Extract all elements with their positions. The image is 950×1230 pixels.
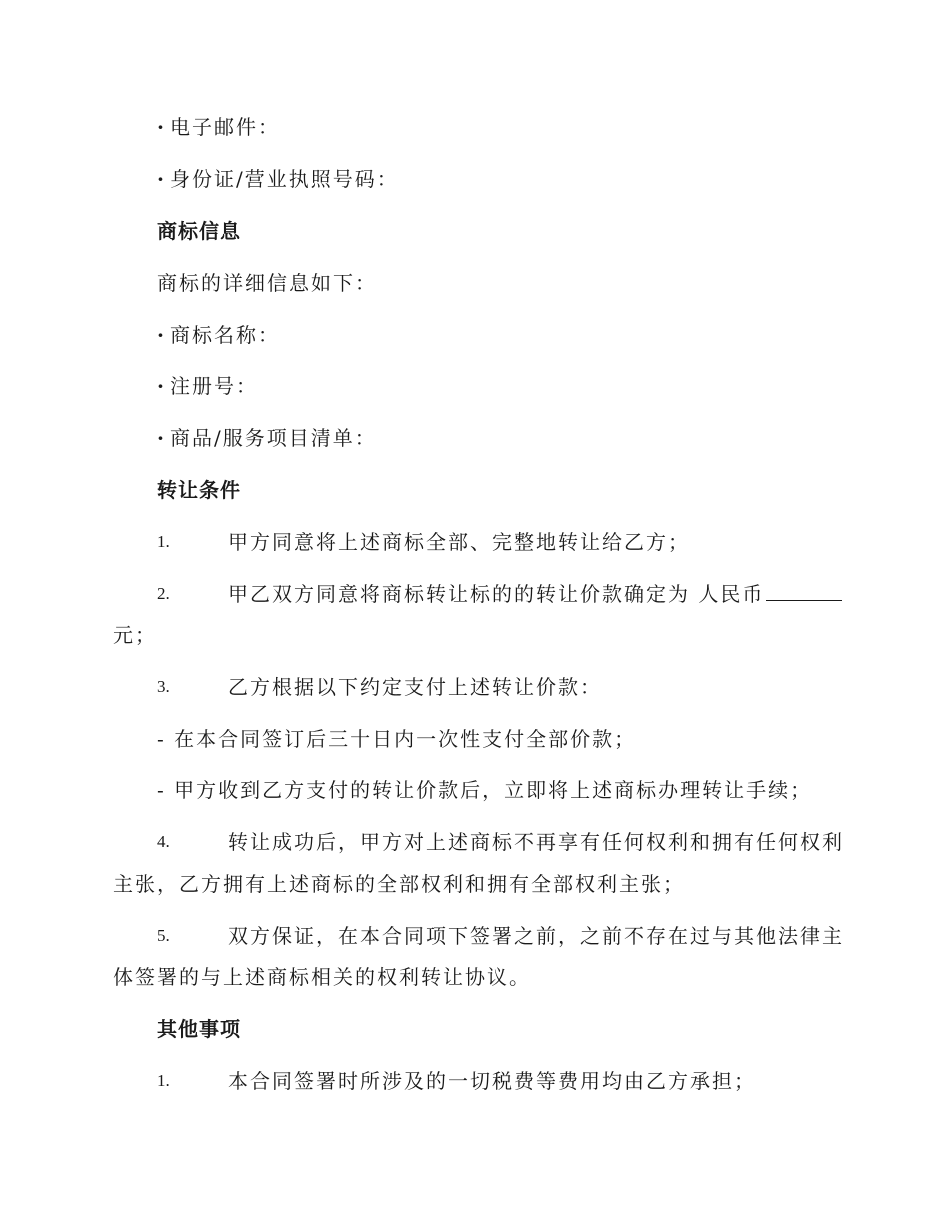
transfer-term-1: 甲方同意将上述商标全部、完整地转让给乙方；: [228, 530, 690, 554]
section-heading-transfer: 转让条件: [157, 478, 241, 502]
email-label: · 电子邮件：: [157, 114, 280, 140]
section-heading-other: 其他事项: [157, 1017, 241, 1041]
payment-sub-item: - 在本合同签订后三十日内一次性支付全部价款；: [157, 727, 637, 751]
transfer-term-2: 甲乙双方同意将商标转让标的的转让价款确定为 人民币: [228, 581, 842, 607]
trademark-name-label: · 商标名称：: [157, 322, 280, 348]
price-blank: [766, 582, 842, 601]
transfer-term-5-cont: 体签署的与上述商标相关的权利转让协议。: [113, 965, 531, 989]
list-number: 2.: [157, 584, 170, 603]
list-number: 4.: [157, 832, 170, 851]
trademark-intro: 商标的详细信息如下：: [157, 271, 377, 295]
list-number: 1.: [157, 1071, 170, 1090]
id-number-label: · 身份证/营业执照号码：: [157, 166, 399, 192]
payment-sub-item: - 甲方收到乙方支付的转让价款后，立即将上述商标办理转让手续；: [157, 778, 813, 802]
section-heading-trademark: 商标信息: [157, 219, 241, 243]
goods-services-label: · 商品/服务项目清单：: [157, 425, 377, 451]
list-number: 5.: [157, 926, 170, 945]
transfer-term-3: 乙方根据以下约定支付上述转让价款：: [228, 675, 602, 699]
transfer-term-5: 双方保证，在本合同项下签署之前，之前不存在过与其他法律主: [228, 924, 844, 948]
transfer-term-4-cont: 主张，乙方拥有上述商标的全部权利和拥有全部权利主张；: [113, 872, 685, 896]
transfer-term-2-cont: 元；: [113, 623, 157, 647]
list-number: 1.: [157, 532, 170, 551]
transfer-term-4: 转让成功后，甲方对上述商标不再享有任何权利和拥有任何权利: [228, 830, 844, 854]
list-number: 3.: [157, 677, 170, 696]
registration-number-label: · 注册号：: [157, 373, 258, 399]
other-matter-1: 本合同签署时所涉及的一切税费等费用均由乙方承担；: [228, 1069, 756, 1093]
